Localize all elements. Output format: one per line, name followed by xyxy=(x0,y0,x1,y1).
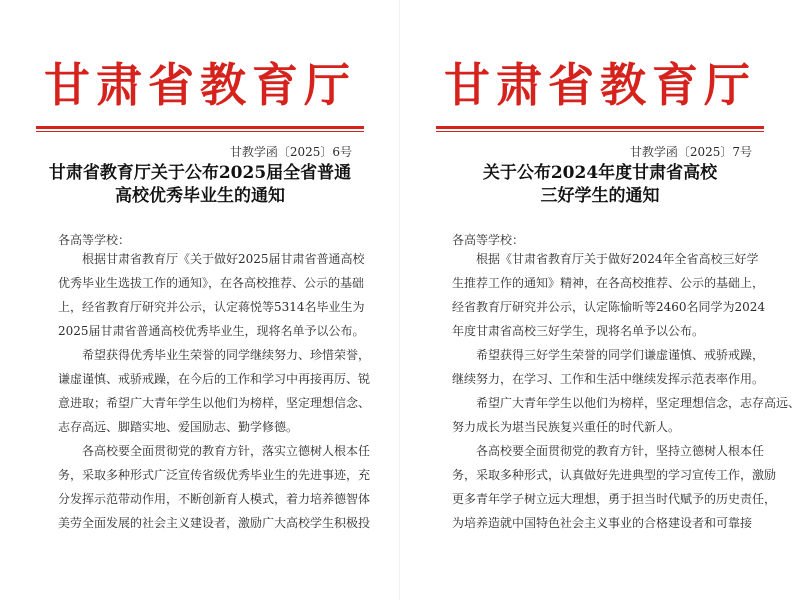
right-paragraph-2 xyxy=(452,343,800,439)
right-body-line: 根据《甘肃省教育厅关于做好2024年全省高校三好学 xyxy=(476,252,759,266)
left-body-line: 优秀毕业生选拔工作的通知》，在各高校推荐、公示的基础 xyxy=(58,276,365,290)
left-body-line: 上，经省教育厅研究并公示，认定蒋悦等5314名毕业生为 xyxy=(58,300,365,314)
right-header-rule-thick xyxy=(436,126,764,129)
right-paragraph-3 xyxy=(452,439,777,535)
right-body-line: 希望广大青年学生以他们为榜样，坚定理想信念，志存高远、 xyxy=(476,396,800,410)
right-body-line: 为培养造就中国特色社会主义事业的合格建设者和可靠接 xyxy=(452,516,753,530)
right-body-line: 各高校要全面贯彻党的教育方针，坚持立德树人根本任 xyxy=(476,444,765,458)
left-document-number: 甘教学函〔2025〕6号 xyxy=(229,145,352,159)
left-body-line: 美劳全面发展的社会主义建设者，激励广大高校学生积极投 xyxy=(58,516,371,530)
right-header-rule-thin xyxy=(436,131,764,132)
left-body-line: 希望获得优秀毕业生荣誉的同学继续努力、珍惜荣誉， xyxy=(82,348,371,362)
left-header-rule-thin xyxy=(36,131,364,132)
left-title-line-1: 甘肃省教育厅关于公布2025届全省普通 xyxy=(48,163,352,183)
left-body-line: 谦虚谨慎、戒骄戒躁，在今后的工作和学习中再接再厉、锐 xyxy=(58,372,371,386)
left-document-title xyxy=(30,162,370,208)
left-body-line: 2025届甘肃省普通高校优秀毕业生，现将名单予以公布。 xyxy=(58,324,365,338)
left-body-line: 根据甘肃省教育厅《关于做好2025届甘肃省普通高校 xyxy=(82,252,365,266)
left-body-line: 志存高远、脚踏实地、爱国励志、勤学修德。 xyxy=(58,420,299,434)
left-paragraph-3 xyxy=(58,439,371,535)
right-body-line: 努力成长为堪当民族复兴重任的时代新人。 xyxy=(452,420,681,434)
left-header-rule-thick xyxy=(36,126,364,129)
right-body-line: 务，采取多种形式，认真做好先进典型的学习宣传工作，激励 xyxy=(452,468,777,482)
right-body-line: 年度甘肃省高校三好学生，现将名单予以公布。 xyxy=(452,324,705,338)
left-title-line-2: 高校优秀毕业生的通知 xyxy=(115,186,285,206)
left-body-line: 分发挥示范带动作用，不断创新育人模式，着力培养德智体 xyxy=(58,492,371,506)
right-body-line: 更多青年学子树立远大理想，勇于担当时代赋予的历史责任， xyxy=(452,492,777,506)
right-document-title xyxy=(430,162,770,208)
left-letterhead: 甘肃省教育厅 xyxy=(44,58,356,112)
left-body-line: 各高校要全面贯彻党的教育方针，落实立德树人根本任 xyxy=(82,444,371,458)
right-body-line: 生推荐工作的通知》精神，在各高校推荐、公示的基础上， xyxy=(452,276,765,290)
left-body-line: 务，采取多种形式广泛宣传省级优秀毕业生的先进事迹，充 xyxy=(58,468,371,482)
left-paragraph-2 xyxy=(58,343,371,439)
right-body-line: 希望获得三好学生荣誉的同学们谦虚谨慎、戒骄戒躁， xyxy=(476,348,765,362)
right-letterhead: 甘肃省教育厅 xyxy=(444,58,756,112)
right-title-line-1: 关于公布2024年度甘肃省高校 xyxy=(482,163,718,183)
right-paragraph-1 xyxy=(452,247,766,343)
right-title-line-2: 三好学生的通知 xyxy=(540,186,660,206)
left-salutation: 各高等学校： xyxy=(58,233,131,247)
left-paragraph-1 xyxy=(58,247,365,343)
right-body-line: 经省教育厅研究并公示，认定陈愉昕等2460名同学为2024 xyxy=(452,300,766,314)
right-document-number: 甘教学函〔2025〕7号 xyxy=(629,145,752,159)
right-document xyxy=(400,0,800,600)
right-body-line: 继续努力，在学习、工作和生活中继续发挥示范表率作用。 xyxy=(452,372,765,386)
left-body-line: 意进取；希望广大青年学生以他们为榜样，坚定理想信念、 xyxy=(58,396,371,410)
right-salutation: 各高等学校： xyxy=(452,233,525,247)
